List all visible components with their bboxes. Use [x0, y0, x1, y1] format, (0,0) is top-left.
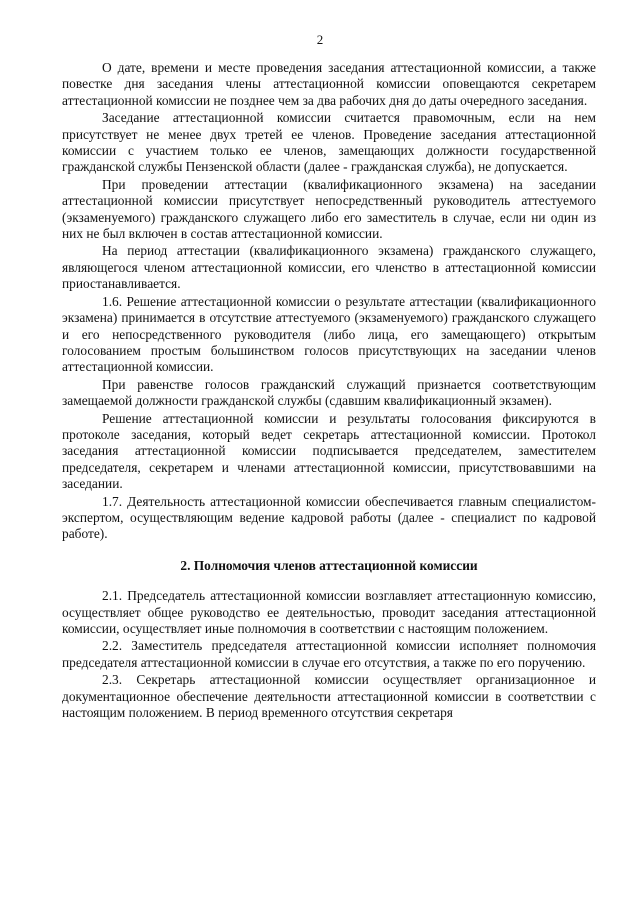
paragraph-tie-vote: При равенстве голосов гражданский служащий признается соответствующим замещаемой должности гражданской службы (сдавшим квалификационный экзамен).: [62, 376, 596, 409]
section-heading: 2. Полномочия членов аттестационной комиссии: [180, 557, 478, 573]
paragraph-supervisor-presence: При проведении аттестации (квалификационного экзамена) на заседании аттестационной комиссии присутствует непосредственный руководитель аттестуемого (экзаменуемого) гражданского служащего либо его заместитель в случае, если ни один из них не был включен в состав аттестационной комиссии.: [62, 176, 596, 242]
paragraph-2-1-chairman: 2.1. Председатель аттестационной комиссии возглавляет аттестационную комиссию, осуществляет общее руководство ее деятельностью, проводит заседания аттестационной комиссии, осуществляет иные полномочия в соответствии с настоящим положением.: [62, 588, 596, 636]
document-body: [62, 60, 596, 722]
paragraph-membership-suspension: На период аттестации (квалификационного экзамена) гражданского служащего, являющегося членом аттестационной комиссии, его членство в аттестационной комиссии приостанавливается.: [62, 243, 596, 292]
paragraph-1-7-activity: 1.7. Деятельность аттестационной комиссии обеспечивается главным специалистом-экспертом, осуществляющим ведение кадровой работы (далее - специалист по кадровой работе).: [62, 493, 596, 542]
paragraph-1-6-decision: 1.6. Решение аттестационной комиссии о результате аттестации (квалификационного экзамена) принимается в отсутствие аттестуемого (экзаменуемого) гражданского служащего и его непосредственного руководителя (либо лица, его замещающего) открытым голосованием простым большинством голосов присутствующих на заседании членов аттестационной комиссии.: [62, 293, 596, 375]
paragraph-2-2-deputy: 2.2. Заместитель председателя аттестационной комиссии исполняет полномочия председателя аттестационной комиссии в случае его отсутствия, а также по его поручению.: [62, 638, 596, 670]
paragraph-protocol: Решение аттестационной комиссии и результаты голосования фиксируются в протоколе заседания, который ведет секретарь аттестационной комиссии. Протокол заседания аттестационной комиссии подписывается председателем, заместителем председателя, секретарем и членами аттестационной комиссии, присутствовавшими на заседании.: [62, 410, 596, 492]
paragraph-2-3-secretary: 2.3. Секретарь аттестационной комиссии осуществляет организационное и документационное обеспечение деятельности аттестационной комиссии в соответствии с настоящим положением. В период временного отсутствия секретаря: [62, 672, 596, 721]
paragraph-quorum: Заседание аттестационной комиссии считается правомочным, если на нем присутствует не менее двух третей ее членов. Проведение заседания аттестационной комиссии с участием только ее членов, замещающих должности государственной гражданской службы Пензенской области (далее - гражданская служба), не допускается.: [62, 110, 596, 175]
paragraph-meeting-notice: О дате, времени и месте проведения заседания аттестационной комиссии, а также повестке дня заседания члены аттестационной комиссии оповещаются секретарем аттестационной комиссии не позднее чем за два рабочих дня до даты очередного заседания.: [62, 60, 596, 108]
page-number: 2: [316, 32, 324, 47]
